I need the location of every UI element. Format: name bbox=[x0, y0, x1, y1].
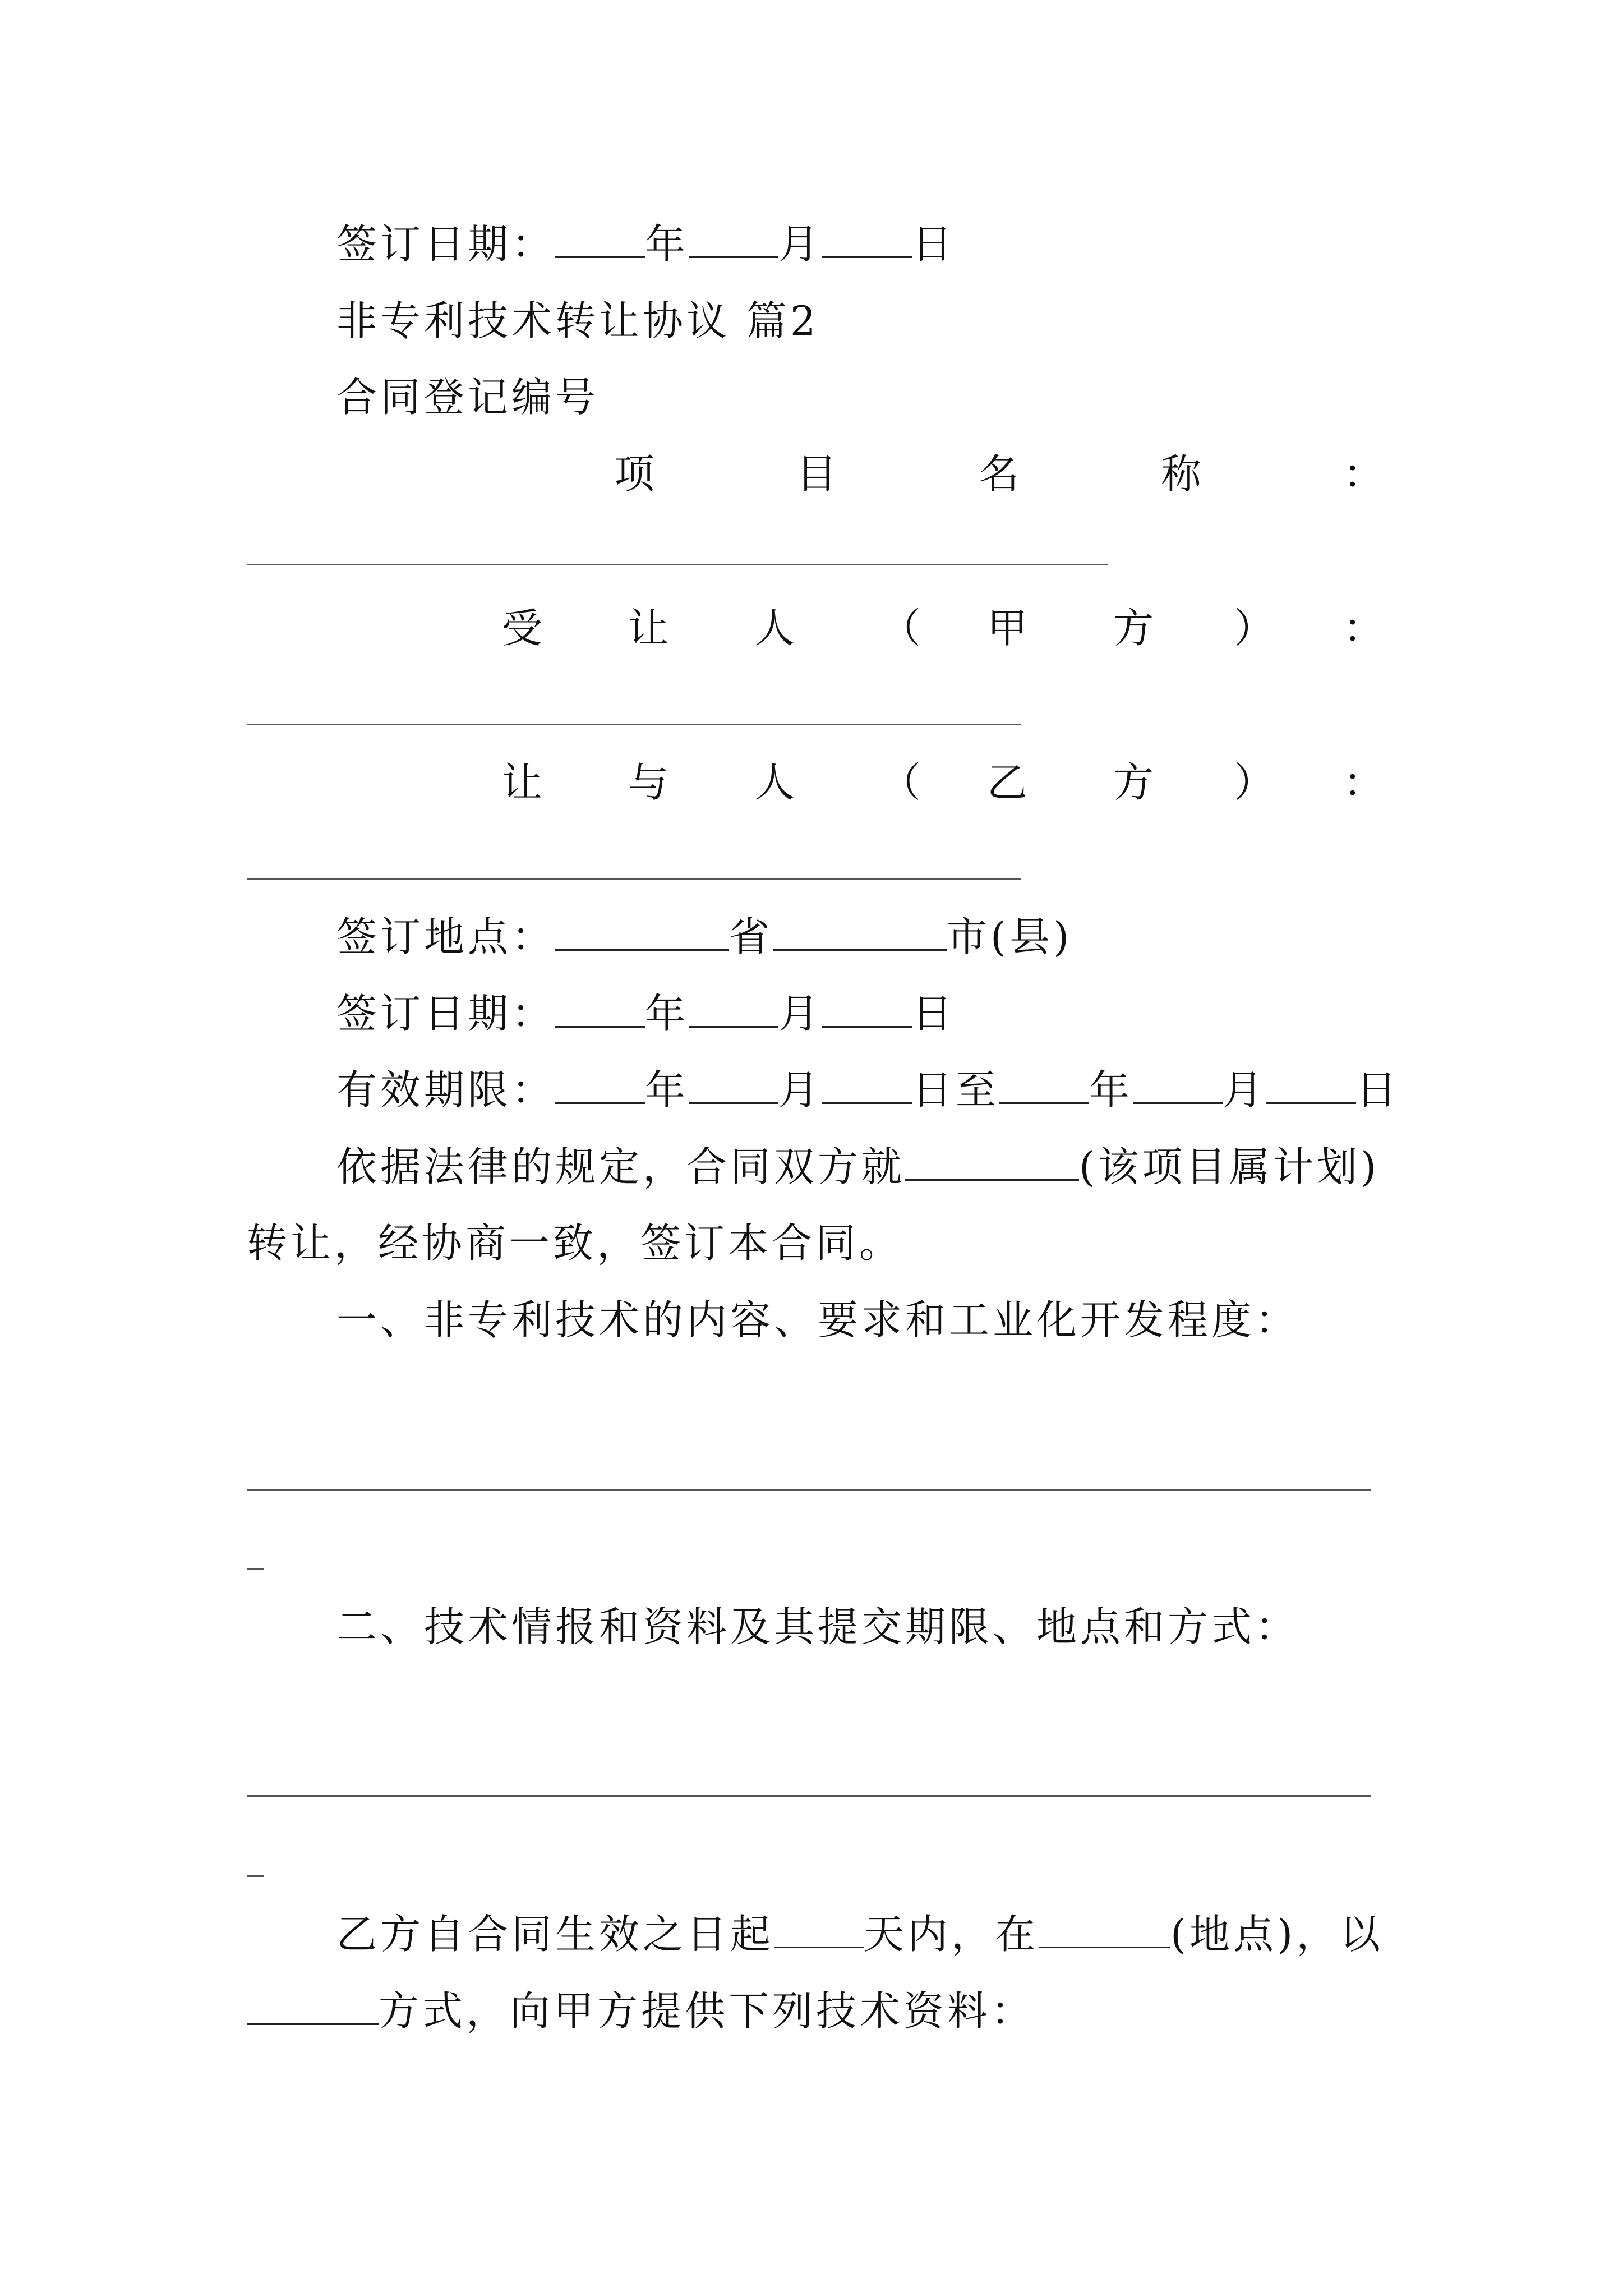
sign-date-line bbox=[336, 986, 956, 1042]
basis-text: 依据法律的规定，合同双方就 bbox=[336, 1143, 906, 1190]
month-label: 月 bbox=[1223, 1066, 1267, 1114]
contract-registration-number: 合同登记编号 bbox=[336, 374, 600, 421]
validity-label: 有效期限： bbox=[336, 1066, 556, 1114]
assignor-char: 方 bbox=[1113, 759, 1154, 806]
assignee-char: ） bbox=[1234, 605, 1275, 652]
year-label: 年 bbox=[645, 1066, 689, 1114]
days-blank[interactable] bbox=[774, 1906, 864, 1948]
sign-date-label: 签订日期： bbox=[336, 220, 556, 268]
province-blank[interactable] bbox=[555, 909, 729, 951]
year-label: 年 bbox=[1089, 1066, 1133, 1114]
assignee-blank[interactable] bbox=[247, 724, 1021, 725]
project-name-char: 目 bbox=[796, 450, 837, 498]
delivery-text: 天内，在 bbox=[864, 1911, 1039, 1958]
day-blank[interactable] bbox=[822, 986, 912, 1028]
assignor-char: （ bbox=[880, 759, 921, 806]
project-name-char: ： bbox=[1343, 450, 1384, 498]
assignee-char: 方 bbox=[1113, 605, 1154, 652]
delivery-paragraph-line2 bbox=[247, 1983, 1035, 2039]
plan-note: (该项目属计划) bbox=[1079, 1143, 1380, 1190]
assignor-blank[interactable] bbox=[247, 878, 1021, 880]
assignee-char: 甲 bbox=[987, 605, 1028, 652]
day-label: 日 bbox=[912, 990, 956, 1037]
basis-paragraph-line1 bbox=[336, 1139, 1380, 1195]
delivery-paragraph-line1 bbox=[336, 1906, 1384, 1962]
month-blank[interactable] bbox=[689, 986, 778, 1028]
delivery-text: 乙方自合同生效之日起 bbox=[336, 1911, 774, 1958]
assignor-char: 乙 bbox=[987, 759, 1028, 806]
year-blank[interactable] bbox=[555, 216, 645, 258]
province-label: 省 bbox=[729, 913, 773, 960]
delivery-text: 方式，向甲方提供下列技术资料： bbox=[379, 1987, 1035, 2035]
end-month-blank[interactable] bbox=[1133, 1062, 1223, 1104]
section-1-heading: 一、非专利技术的内容、要求和工业化开发程度： bbox=[336, 1296, 1299, 1343]
day-to-label: 日至 bbox=[912, 1066, 1000, 1114]
year-label: 年 bbox=[645, 990, 689, 1037]
year-blank[interactable] bbox=[555, 986, 645, 1028]
start-day-blank[interactable] bbox=[822, 1062, 912, 1104]
validity-line bbox=[336, 1062, 1400, 1118]
location-blank[interactable] bbox=[1039, 1906, 1170, 1948]
assignee-char: （ bbox=[880, 605, 921, 652]
month-label: 月 bbox=[778, 1066, 823, 1114]
month-blank[interactable] bbox=[689, 216, 778, 258]
assignor-char: ： bbox=[1343, 759, 1384, 806]
start-year-blank[interactable] bbox=[555, 1062, 645, 1104]
assignor-char: ） bbox=[1234, 759, 1275, 806]
project-name-char: 称 bbox=[1161, 450, 1202, 498]
assignee-char: ： bbox=[1343, 605, 1384, 652]
sign-date-line-top bbox=[336, 216, 956, 272]
assignee-char: 让 bbox=[628, 605, 669, 652]
project-blank[interactable] bbox=[905, 1139, 1079, 1181]
document-title: 非专利技术转让协议 篇2 bbox=[336, 297, 819, 344]
section-2-answer-line[interactable] bbox=[247, 1795, 1371, 1797]
assignor-char: 让 bbox=[502, 759, 543, 806]
month-label: 月 bbox=[778, 990, 823, 1037]
delivery-text: (地点)，以 bbox=[1170, 1911, 1384, 1958]
project-name-blank[interactable] bbox=[247, 564, 1108, 565]
assignor-char: 与 bbox=[628, 759, 669, 806]
day-label: 日 bbox=[1356, 1066, 1400, 1114]
section-2-heading: 二、技术情报和资料及其提交期限、地点和方式： bbox=[336, 1603, 1299, 1650]
sign-place-line bbox=[336, 909, 1072, 965]
end-day-blank[interactable] bbox=[1266, 1062, 1356, 1104]
city-blank[interactable] bbox=[773, 909, 947, 951]
sign-place-label: 签订地点： bbox=[336, 913, 556, 960]
year-label: 年 bbox=[645, 220, 689, 268]
assignor-char: 人 bbox=[754, 759, 795, 806]
day-blank[interactable] bbox=[822, 216, 912, 258]
section-1-answer-line[interactable] bbox=[247, 1489, 1371, 1491]
end-year-blank[interactable] bbox=[999, 1062, 1089, 1104]
section-2-answer-dash bbox=[247, 1875, 264, 1877]
method-blank[interactable] bbox=[247, 1983, 379, 2025]
day-label: 日 bbox=[912, 220, 956, 268]
basis-paragraph-line2: 转让，经协商一致，签订本合同。 bbox=[247, 1220, 903, 1267]
assignee-char: 人 bbox=[754, 605, 795, 652]
city-label: 市(县) bbox=[947, 913, 1073, 960]
project-name-char: 项 bbox=[614, 450, 655, 498]
section-1-answer-dash bbox=[247, 1568, 264, 1570]
project-name-char: 名 bbox=[979, 450, 1020, 498]
sign-date-label: 签订日期： bbox=[336, 990, 556, 1037]
assignee-char: 受 bbox=[502, 605, 543, 652]
month-label: 月 bbox=[778, 220, 823, 268]
start-month-blank[interactable] bbox=[689, 1062, 778, 1104]
